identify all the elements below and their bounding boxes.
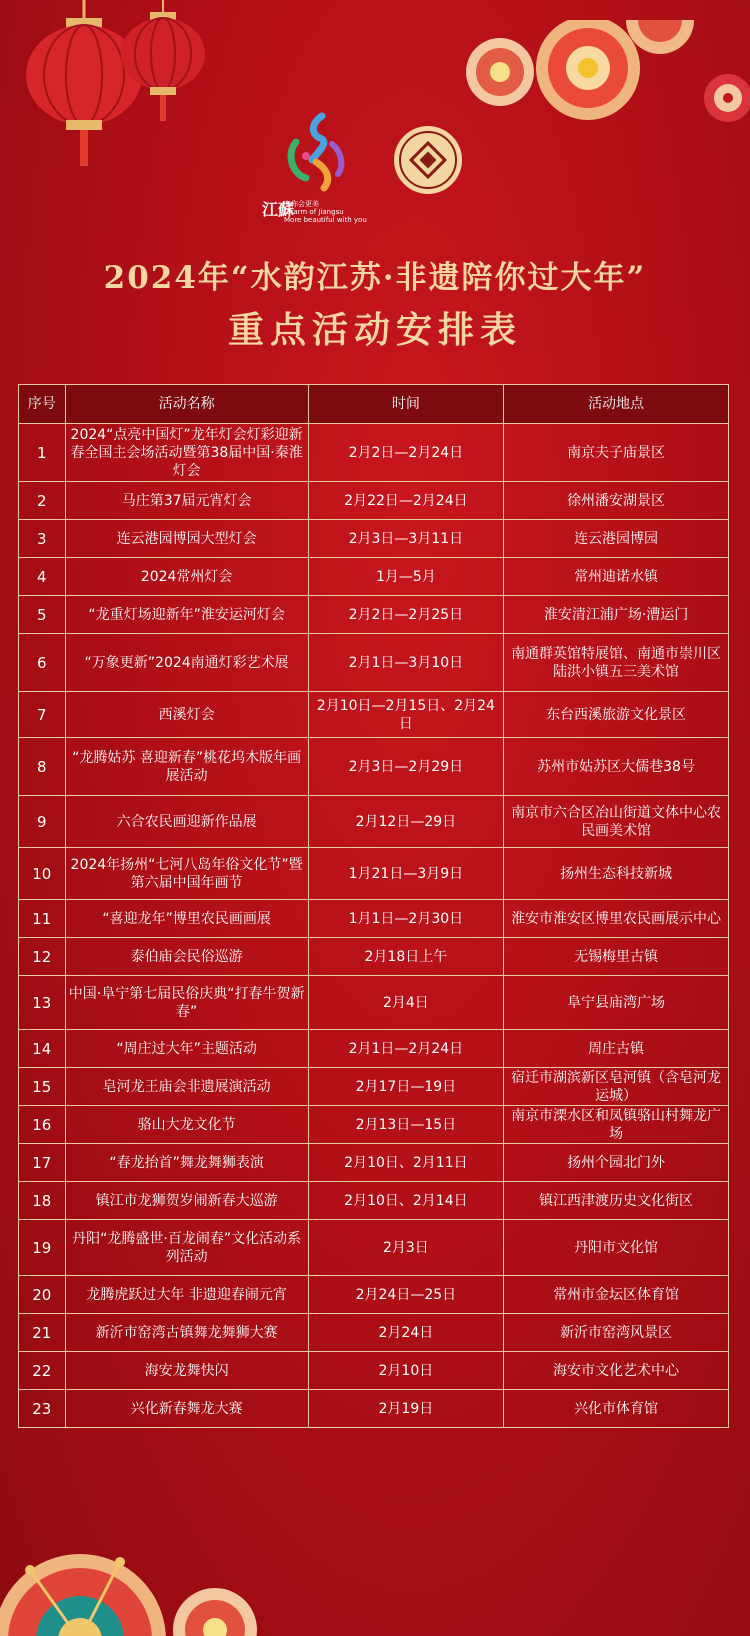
cell-place: 丹阳市文化馆 <box>504 1220 729 1276</box>
cell-no: 1 <box>19 424 66 482</box>
cell-place: 徐州潘安湖景区 <box>504 482 729 520</box>
cell-time: 2月19日 <box>308 1390 503 1428</box>
cell-name: 丹阳“龙腾盛世·百龙闹春”文化活动系列活动 <box>65 1220 308 1276</box>
table-row <box>19 482 729 520</box>
cell-name: 骆山大龙文化节 <box>65 1106 308 1144</box>
cell-name: “万象更新”2024南通灯彩艺术展 <box>65 634 308 692</box>
cell-name: 兴化新春舞龙大赛 <box>65 1390 308 1428</box>
header-place: 活动地点 <box>504 385 729 424</box>
table-row <box>19 938 729 976</box>
cell-place: 宿迁市湖滨新区皂河镇（含皂河龙运城） <box>504 1068 729 1106</box>
table-row <box>19 596 729 634</box>
table-row <box>19 1144 729 1182</box>
cell-name: 新沂市窑湾古镇舞龙舞狮大赛 <box>65 1314 308 1352</box>
cell-no: 19 <box>19 1220 66 1276</box>
cell-time: 1月21日—3月9日 <box>308 848 503 900</box>
cell-place: 兴化市体育馆 <box>504 1390 729 1428</box>
cell-time: 2月12日—29日 <box>308 796 503 848</box>
cell-time: 1月—5月 <box>308 558 503 596</box>
cell-time: 2月13日—15日 <box>308 1106 503 1144</box>
cell-no: 17 <box>19 1144 66 1182</box>
brand-slogan: 有你会更美 Charm of Jiangsu More beautiful with you <box>284 200 367 224</box>
cell-place: 常州迪诺水镇 <box>504 558 729 596</box>
cell-name: “龙重灯场迎新年”淮安运河灯会 <box>65 596 308 634</box>
table-row <box>19 1314 729 1352</box>
cell-place: 南通群英馆特展馆、南通市崇川区陆洪小镇五三美术馆 <box>504 634 729 692</box>
cell-place: 常州市金坛区体育馆 <box>504 1276 729 1314</box>
cell-no: 4 <box>19 558 66 596</box>
cell-time: 2月10日、2月11日 <box>308 1144 503 1182</box>
cell-time: 2月3日—2月29日 <box>308 738 503 796</box>
table-row <box>19 1390 729 1428</box>
table-row <box>19 796 729 848</box>
cell-no: 18 <box>19 1182 66 1220</box>
table-body <box>19 424 729 1428</box>
table-row <box>19 738 729 796</box>
cell-no: 3 <box>19 520 66 558</box>
cell-time: 2月2日—2月24日 <box>308 424 503 482</box>
cell-no: 12 <box>19 938 66 976</box>
table-row <box>19 976 729 1030</box>
cell-name: 2024常州灯会 <box>65 558 308 596</box>
cell-time: 2月3日 <box>308 1220 503 1276</box>
cell-no: 2 <box>19 482 66 520</box>
cell-place: 东台西溪旅游文化景区 <box>504 692 729 738</box>
cell-place: 连云港园博园 <box>504 520 729 558</box>
lantern-icon <box>118 0 208 125</box>
cell-place: 南京市溧水区和凤镇骆山村舞龙广场 <box>504 1106 729 1144</box>
brand-name: 江蘇 <box>262 200 295 219</box>
cell-time: 2月24日—25日 <box>308 1276 503 1314</box>
cell-no: 21 <box>19 1314 66 1352</box>
cell-name: 马庄第37届元宵灯会 <box>65 482 308 520</box>
cell-place: 周庄古镇 <box>504 1030 729 1068</box>
cell-name: “龙腾姑苏 喜迎新春”桃花坞木版年画展活动 <box>65 738 308 796</box>
cell-place: 新沂市窑湾风景区 <box>504 1314 729 1352</box>
heritage-emblem-icon <box>392 124 464 196</box>
table-row <box>19 1182 729 1220</box>
table-row <box>19 692 729 738</box>
cell-time: 2月10日、2月14日 <box>308 1182 503 1220</box>
table-row <box>19 1352 729 1390</box>
cell-no: 8 <box>19 738 66 796</box>
cell-time: 2月4日 <box>308 976 503 1030</box>
cell-time: 2月18日上午 <box>308 938 503 976</box>
cell-no: 11 <box>19 900 66 938</box>
cell-time: 2月10日—2月15日、2月24日 <box>308 692 503 738</box>
cell-no: 14 <box>19 1030 66 1068</box>
cell-name: 中国·阜宁第七届民俗庆典“打春牛贺新春” <box>65 976 308 1030</box>
table-header-row <box>19 385 729 424</box>
header-time: 时间 <box>308 385 503 424</box>
cell-name: “周庄过大年”主题活动 <box>65 1030 308 1068</box>
cell-place: 阜宁县庙湾广场 <box>504 976 729 1030</box>
cell-time: 2月10日 <box>308 1352 503 1390</box>
cell-name: 镇江市龙狮贺岁闹新春大巡游 <box>65 1182 308 1220</box>
cell-name: 2024“点亮中国灯”龙年灯会灯彩迎新春全国主会场活动暨第38届中国·秦淮灯会 <box>65 424 308 482</box>
cell-place: 淮安清江浦广场·漕运门 <box>504 596 729 634</box>
cell-time: 2月17日—19日 <box>308 1068 503 1106</box>
cell-no: 16 <box>19 1106 66 1144</box>
cell-no: 7 <box>19 692 66 738</box>
cell-name: 皂河龙王庙会非遗展演活动 <box>65 1068 308 1106</box>
table-row <box>19 900 729 938</box>
cell-place: 南京夫子庙景区 <box>504 424 729 482</box>
page-title: 2024年“水韵江苏·非遗陪你过大年” <box>103 260 647 296</box>
cell-no: 9 <box>19 796 66 848</box>
cell-time: 2月2日—2月25日 <box>308 596 503 634</box>
cell-no: 10 <box>19 848 66 900</box>
cell-no: 22 <box>19 1352 66 1390</box>
flower-decoration-icon <box>460 20 750 140</box>
jiangsu-logo-icon <box>282 112 352 197</box>
cell-name: 西溪灯会 <box>65 692 308 738</box>
table-row <box>19 848 729 900</box>
cell-place: 扬州个园北门外 <box>504 1144 729 1182</box>
cell-name: “春龙抬首”舞龙舞狮表演 <box>65 1144 308 1182</box>
cell-no: 23 <box>19 1390 66 1428</box>
table-row <box>19 1106 729 1144</box>
cell-place: 南京市六合区冶山街道文体中心农民画美术馆 <box>504 796 729 848</box>
cell-no: 20 <box>19 1276 66 1314</box>
page-subtitle: 重点活动安排表 <box>227 309 522 351</box>
table-row <box>19 520 729 558</box>
cell-no: 15 <box>19 1068 66 1106</box>
cell-time: 1月1日—2月30日 <box>308 900 503 938</box>
cell-time: 2月3日—3月11日 <box>308 520 503 558</box>
table-row <box>19 1030 729 1068</box>
table-row <box>19 1068 729 1106</box>
logos <box>262 112 502 222</box>
cell-no: 6 <box>19 634 66 692</box>
table-row <box>19 1276 729 1314</box>
cell-place: 淮安市淮安区博里农民画展示中心 <box>504 900 729 938</box>
cell-name: “喜迎龙年”博里农民画画展 <box>65 900 308 938</box>
cell-name: 龙腾虎跃过大年 非遗迎春闹元宵 <box>65 1276 308 1314</box>
table-row <box>19 634 729 692</box>
cell-name: 2024年扬州“七河八岛年俗文化节”暨第六届中国年画节 <box>65 848 308 900</box>
cell-no: 13 <box>19 976 66 1030</box>
cell-name: 泰伯庙会民俗巡游 <box>65 938 308 976</box>
cell-place: 扬州生态科技新城 <box>504 848 729 900</box>
table-row <box>19 424 729 482</box>
table-row <box>19 558 729 596</box>
cell-time: 2月22日—2月24日 <box>308 482 503 520</box>
cell-no: 5 <box>19 596 66 634</box>
cell-place: 苏州市姑苏区大儒巷38号 <box>504 738 729 796</box>
cell-place: 无锡梅里古镇 <box>504 938 729 976</box>
schedule-table <box>18 384 729 1428</box>
cell-time: 2月1日—2月24日 <box>308 1030 503 1068</box>
cell-name: 连云港园博园大型灯会 <box>65 520 308 558</box>
cell-place: 镇江西津渡历史文化街区 <box>504 1182 729 1220</box>
header-name: 活动名称 <box>65 385 308 424</box>
cell-time: 2月24日 <box>308 1314 503 1352</box>
flower-decoration-icon <box>0 1530 300 1636</box>
table-row <box>19 1220 729 1276</box>
cell-name: 六合农民画迎新作品展 <box>65 796 308 848</box>
cell-time: 2月1日—3月10日 <box>308 634 503 692</box>
cell-name: 海安龙舞快闪 <box>65 1352 308 1390</box>
header-no: 序号 <box>19 385 66 424</box>
cell-place: 海安市文化艺术中心 <box>504 1352 729 1390</box>
